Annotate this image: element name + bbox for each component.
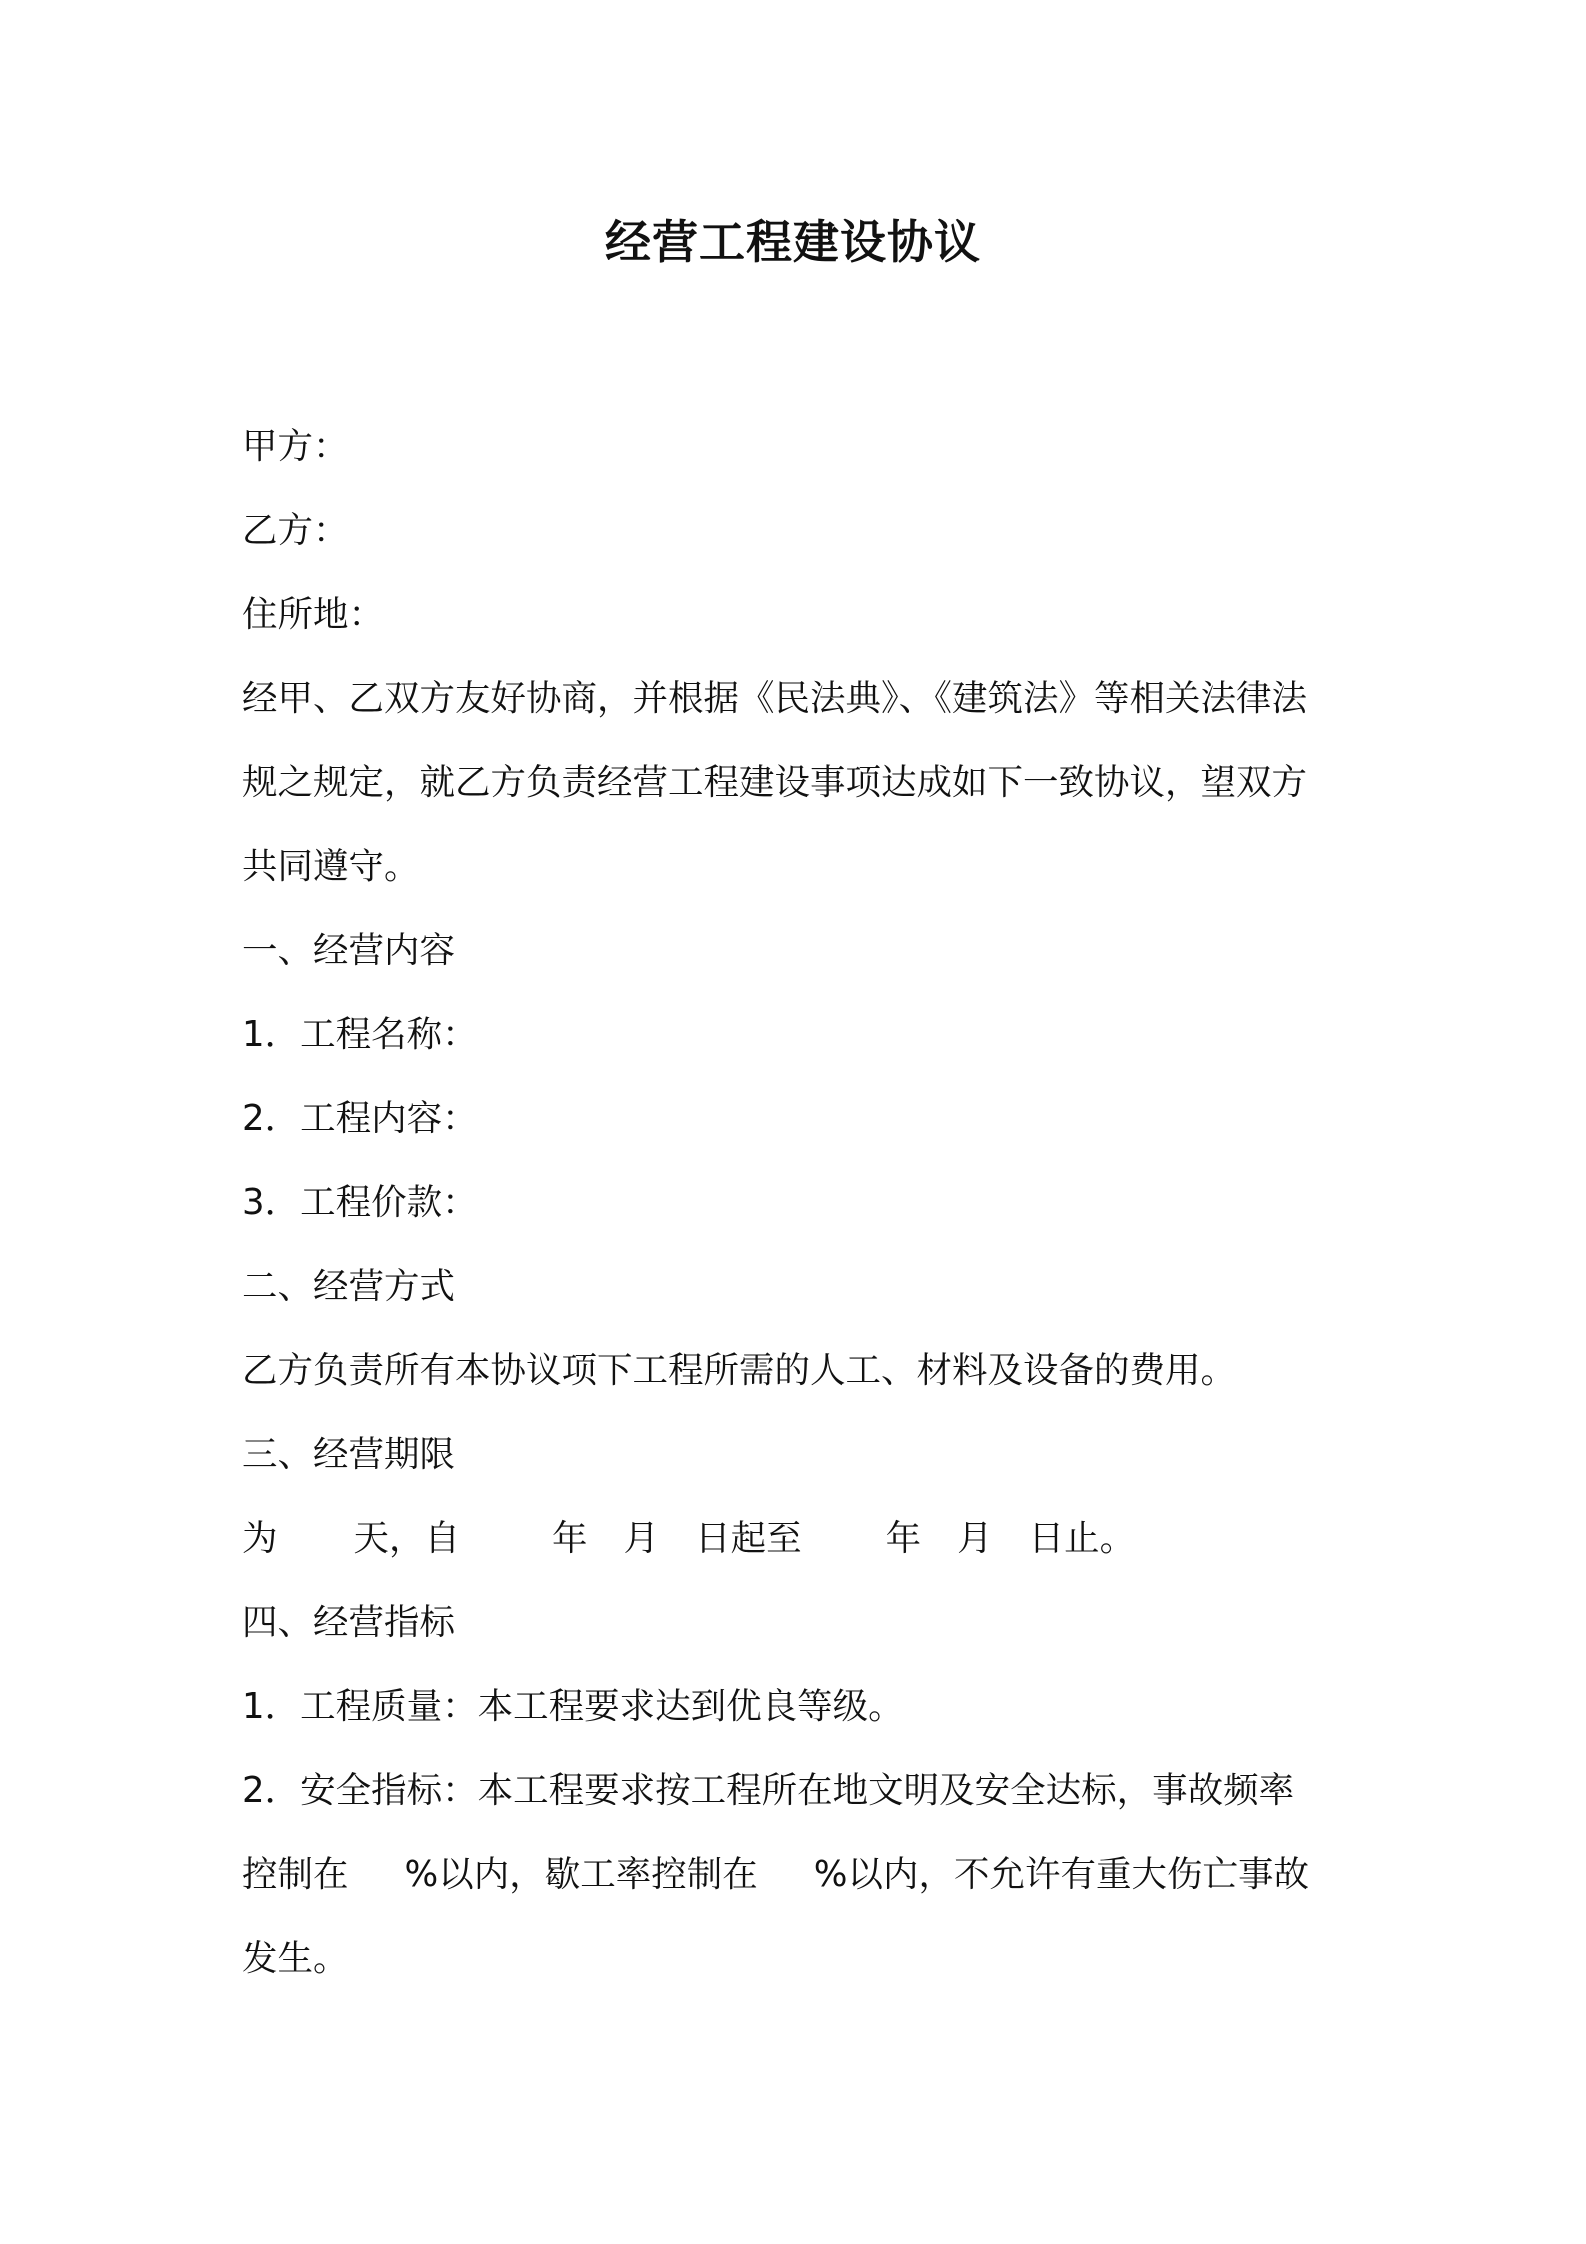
document-body bbox=[242, 405, 1362, 2001]
section1-item-price: 3．工程价款： bbox=[242, 1182, 478, 1223]
section2-heading: 二、经营方式 bbox=[242, 1266, 456, 1307]
section3-period-line bbox=[242, 1497, 1362, 1581]
section1-item-name: 1．工程名称： bbox=[242, 1014, 478, 1055]
section2-text: 乙方负责所有本协议项下工程所需的人工、材料及设备的费用。 bbox=[242, 1350, 1237, 1391]
section4-safety-line-1: 2．安全指标：本工程要求按工程所在地文明及安全达标，事故频率 bbox=[242, 1770, 1295, 1811]
section4-safety-line-2 bbox=[242, 1833, 1362, 1917]
preamble-line-2: 规之规定，就乙方负责经营工程建设事项达成如下一致协议，望双方 bbox=[242, 762, 1308, 803]
party-a-line: 甲方： bbox=[242, 426, 349, 467]
period-part-2: 天，自 bbox=[353, 1518, 461, 1559]
safety-part-2: %以内，歇工率控制在 bbox=[404, 1854, 758, 1895]
preamble-line-3: 共同遵守。 bbox=[242, 846, 420, 887]
address-line: 住所地： bbox=[242, 594, 385, 635]
section4-heading: 四、经营指标 bbox=[242, 1602, 456, 1643]
period-part-1: 为 bbox=[242, 1518, 278, 1559]
section1-item-content: 2．工程内容： bbox=[242, 1098, 478, 1139]
party-b-line: 乙方： bbox=[242, 510, 349, 551]
period-part-8: 日止。 bbox=[1028, 1518, 1136, 1559]
section4-quality: 1．工程质量：本工程要求达到优良等级。 bbox=[242, 1686, 904, 1727]
period-part-3: 年 bbox=[552, 1518, 588, 1559]
section1-heading: 一、经营内容 bbox=[242, 930, 456, 971]
safety-part-1: 控制在 bbox=[242, 1854, 349, 1895]
section3-heading: 三、经营期限 bbox=[242, 1434, 456, 1475]
period-part-7: 月 bbox=[957, 1518, 993, 1559]
period-part-4: 月 bbox=[623, 1518, 660, 1559]
section4-safety-line-3: 发生。 bbox=[242, 1938, 349, 1979]
document-title: 经营工程建设协议 bbox=[605, 215, 981, 269]
period-part-6: 年 bbox=[885, 1518, 922, 1559]
safety-part-3: %以内，不允许有重大伤亡事故 bbox=[813, 1854, 1309, 1895]
period-part-5: 日起至 bbox=[695, 1518, 802, 1559]
preamble-line-1: 经甲、乙双方友好协商，并根据《民法典》、《建筑法》等相关法律法 bbox=[242, 678, 1308, 719]
